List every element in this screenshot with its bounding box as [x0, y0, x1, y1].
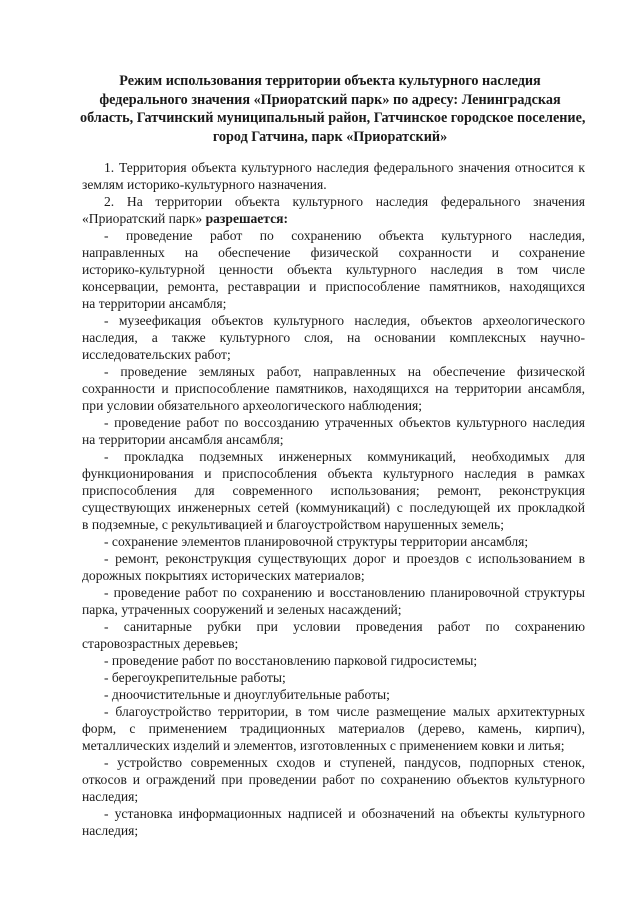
- paragraph-line: функционирования и приспособления объекта культурного наследия в рамках: [82, 466, 585, 481]
- document-body: [82, 159, 585, 839]
- paragraph-line: при условии обязательного археологического наблюдения;: [82, 398, 423, 413]
- list-item: [82, 652, 585, 669]
- title-line: федерального значения «Приоратский парк» по адресу: Ленинградская: [99, 91, 561, 108]
- paragraph-1-cont: [82, 176, 585, 193]
- paragraph-line: откосов и ограждений при проведении работ по сохранению объектов культурного: [82, 772, 585, 787]
- paragraph-line: 1. Территория объекта культурного наследия федерального значения относится к: [104, 160, 585, 175]
- paragraph-line: - прокладка подземных инженерных коммуникаций, необходимых для: [104, 449, 585, 464]
- paragraph-line: историко-культурной ценности объекта культурного наследия в том числе: [82, 262, 585, 277]
- list-item-cont: [82, 771, 585, 805]
- paragraph-line: приспособления для современного использования; ремонт, реконструкция: [82, 483, 585, 498]
- paragraph-line: землям историко-культурного назначения.: [82, 177, 327, 192]
- paragraph-line: сохранности и приспособление памятников, находящихся на территории ансамбля,: [82, 381, 585, 396]
- paragraph-line: парка, утраченных сооружений и зеленых насаждений;: [82, 602, 402, 617]
- paragraph-line: - музеефикация объектов культурного наследия, объектов археологического: [104, 313, 585, 328]
- list-item: [82, 414, 585, 431]
- list-item: [82, 312, 585, 329]
- paragraph-line: консервации, ремонта, реставрации и приспособление памятников, находящихся: [82, 279, 585, 294]
- paragraph-line: - проведение работ по воссозданию утраченных объектов культурного наследия: [104, 415, 585, 430]
- paragraph-line: - установка информационных надписей и обозначений на объекты культурного: [104, 806, 585, 821]
- paragraph-line: «Приоратский парк»: [82, 211, 203, 226]
- list-item-cont: [82, 601, 585, 618]
- paragraph-2-cont: [82, 210, 585, 227]
- paragraph-line: направленных на обеспечение физической сохранности и сохранение: [82, 245, 585, 260]
- list-item-cont: [82, 380, 585, 414]
- list-item-cont: [82, 465, 585, 533]
- paragraph-2: [82, 193, 585, 210]
- paragraph-line: - берегоукрепительные работы;: [104, 670, 286, 685]
- list-item-cont: [82, 635, 585, 652]
- paragraph-line: наследия, а также культурного слоя, на основании комплексных научно-: [82, 330, 585, 345]
- paragraph-line: на территории ансамбля ансамбля;: [82, 432, 284, 447]
- list-item: [82, 363, 585, 380]
- title-line: область, Гатчинский муниципальный район, Гатчинское городское поселение,: [80, 110, 586, 127]
- paragraph-line: наследия;: [82, 789, 139, 804]
- paragraph-1: [82, 159, 585, 176]
- paragraph-line: - устройство современных сходов и ступеней, пандусов, подпорных стенок,: [104, 755, 585, 770]
- paragraph-line: - проведение земляных работ, направленных на обеспечение физической: [104, 364, 585, 379]
- list-item-cont: [82, 431, 585, 448]
- paragraph-line: - сохранение элементов планировочной структуры территории ансамбля;: [104, 534, 529, 549]
- paragraph-line: на территории ансамбля;: [82, 296, 227, 311]
- paragraph-line: - благоустройство территории, в том числе размещение малых архитектурных: [104, 704, 585, 719]
- list-item: [82, 584, 585, 601]
- list-item: [82, 805, 585, 822]
- list-item: [82, 227, 585, 244]
- paragraph-line: - проведение работ по восстановлению парковой гидросистемы;: [104, 653, 478, 668]
- list-item: [82, 686, 585, 703]
- paragraph-line: - проведение работ по сохранению объекта культурного наследия,: [104, 228, 585, 243]
- list-item-cont: [82, 720, 585, 754]
- list-item: [82, 669, 585, 686]
- paragraph-line: - санитарные рубки при условии проведения работ по сохранению: [104, 619, 585, 634]
- paragraph-line: старовозрастных деревьев;: [82, 636, 239, 651]
- list-item: [82, 754, 585, 771]
- title-line: город Гатчина, парк «Приоратский»: [212, 128, 448, 145]
- paragraph-line: - проведение работ по сохранению и восстановлению планировочной структуры: [104, 585, 585, 600]
- list-item-cont: [82, 244, 585, 312]
- paragraph-line: существующих инженерных сетей (коммуникаций) с последующей их прокладкой: [82, 500, 585, 515]
- list-item-cont: [82, 567, 585, 584]
- list-item: [82, 533, 585, 550]
- list-item-cont: [82, 329, 585, 363]
- list-item-cont: [82, 822, 585, 839]
- paragraph-line: - ремонт, реконструкция существующих дорог и проездов с использованием в: [104, 551, 585, 566]
- paragraph-line: форм, с применением традиционных материалов (дерево, камень, кирпич),: [82, 721, 585, 736]
- paragraph-line: дорожных покрытиях исторических материалов;: [82, 568, 365, 583]
- document-title: [80, 72, 586, 146]
- list-item: [82, 550, 585, 567]
- list-item: [82, 618, 585, 635]
- paragraph-line: металлических изделий и элементов, изготовленных с применением ковки и литья;: [82, 738, 565, 753]
- paragraph-line: в подземные, с рекультивацией и благоустройством нарушенных земель;: [82, 517, 505, 532]
- list-item: [82, 703, 585, 720]
- list-item: [82, 448, 585, 465]
- permitted-heading: разрешается:: [205, 211, 289, 226]
- paragraph-line: 2. На территории объекта культурного наследия федерального значения: [104, 194, 585, 209]
- title-line: Режим использования территории объекта культурного наследия: [119, 73, 541, 89]
- paragraph-line: наследия;: [82, 823, 139, 838]
- paragraph-line: - дноочистительные и дноуглубительные работы;: [104, 687, 390, 702]
- paragraph-line: исследовательских работ;: [82, 347, 231, 362]
